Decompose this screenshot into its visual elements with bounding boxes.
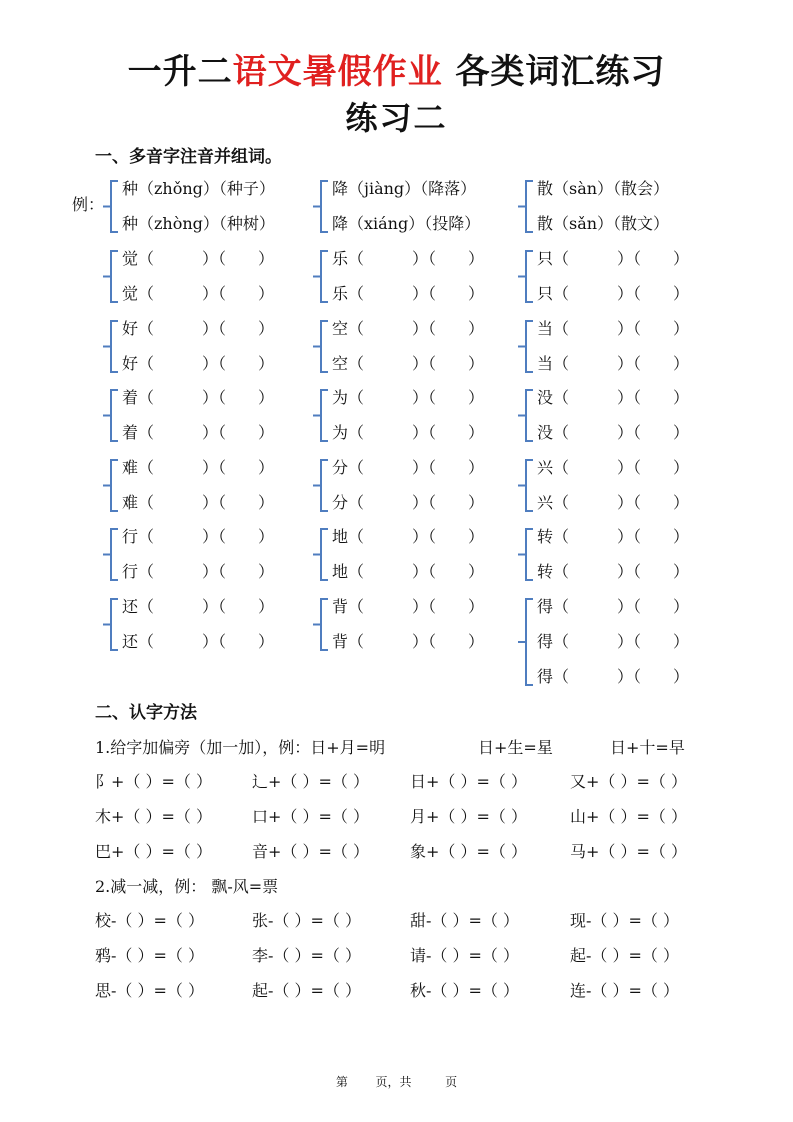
polyphone-line: 好（ ）（ ） [122,353,275,373]
q2-instruction: 2.减一减，例： 飘-风=票 [95,877,279,896]
subtract-equation: 张-（ ）=（ ） [252,911,361,930]
section1-heading: 一、多音字注音并组词。 [95,147,282,167]
subtract-equation: 李-（ ）=（ ） [252,946,361,965]
polyphone-line: 转（ ）（ ） [537,562,690,581]
section2-heading: 二、认字方法 [95,703,197,723]
polyphone-line: 空（ ）（ ） [332,353,485,373]
polyphone-line: 只（ ）（ ） [537,284,690,303]
subtract-equation: 起-（ ）=（ ） [252,981,361,1000]
subtract-equation: 起-（ ）=（ ） [570,946,679,965]
brace-icon [100,248,120,305]
polyphone-line: 得（ ）（ ） [537,666,690,686]
polyphone-line: 背（ ）（ ） [332,596,485,616]
brace-icon [310,526,330,583]
add-equation: 阝+（ ）=（ ） [95,772,212,791]
polyphone-line: 只（ ）（ ） [537,249,690,268]
subtract-equation: 鸦-（ ）=（ ） [95,946,204,965]
subtract-equation: 校-（ ）=（ ） [95,911,204,930]
brace-icon [310,457,330,514]
brace-icon [100,178,120,235]
add-equation: 巴+（ ）=（ ） [95,842,212,861]
title-part2: 语文暑假作业 [232,52,443,92]
polyphone-line: 行（ ）（ ） [122,527,275,546]
polyphone-line: 乐（ ）（ ） [332,284,485,303]
brace-icon [100,526,120,583]
subtract-equation: 连-（ ）=（ ） [570,981,679,1000]
brace-icon [515,248,535,305]
example-label: 例： [72,195,105,214]
add-equation: 口+（ ）=（ ） [252,807,369,826]
polyphone-line: 没（ ）（ ） [537,388,690,407]
brace-icon [515,526,535,583]
polyphone-line: 着（ ）（ ） [122,423,275,442]
polyphone-line: 着（ ）（ ） [122,388,275,407]
add-equation: 日+（ ）=（ ） [410,772,527,791]
polyphone-line: 降（jiàng）（降落） [332,179,477,198]
q1-example-2: 日+生=星 [478,738,553,757]
polyphone-line: 乐（ ）（ ） [332,249,485,268]
brace-icon [515,457,535,514]
add-equation: 马+（ ）=（ ） [570,842,687,861]
polyphone-line: 散（sàn）（散会） [537,179,670,198]
page-footer [0,1074,793,1090]
polyphone-line: 分（ ）（ ） [332,492,485,512]
subtract-equation: 现-（ ）=（ ） [570,911,679,930]
polyphone-line: 地（ ）（ ） [332,562,485,581]
polyphone-line: 当（ ）（ ） [537,318,690,338]
footer-page-c: 页 [445,1075,458,1089]
footer-page-a: 第 [335,1075,348,1089]
title-part1: 一升二 [127,52,233,92]
polyphone-line: 种（zhòng）（种树） [122,214,275,233]
subtract-equation: 请-（ ）=（ ） [410,946,519,965]
page-subtitle: 练习二 [345,99,448,137]
polyphone-line: 兴（ ）（ ） [537,492,690,512]
polyphone-line: 难（ ）（ ） [122,457,275,477]
title-part3: 各类词汇练习 [442,52,666,92]
polyphone-line: 背（ ）（ ） [332,631,485,651]
add-equation: 又+（ ）=（ ） [570,772,687,791]
subtract-equation: 秋-（ ）=（ ） [410,981,519,1000]
polyphone-line: 得（ ）（ ） [537,596,690,616]
polyphone-line: 难（ ）（ ） [122,492,275,512]
polyphone-line: 降（xiáng）（投降） [332,214,481,233]
brace-icon [515,387,535,444]
subtract-equation: 思-（ ）=（ ） [95,981,204,1000]
brace-icon [515,178,535,235]
brace-icon [100,596,120,653]
brace-icon [310,387,330,444]
polyphone-line: 为（ ）（ ） [332,388,485,407]
polyphone-line: 散（sǎn）（散文） [537,214,670,233]
polyphone-line: 为（ ）（ ） [332,423,485,442]
brace-icon [515,318,535,375]
polyphone-line: 空（ ）（ ） [332,318,485,338]
brace-icon [100,318,120,375]
add-equation: 月+（ ）=（ ） [410,807,527,826]
add-equation: 木+（ ）=（ ） [95,807,212,826]
brace-icon [310,248,330,305]
polyphone-line: 种（zhǒng）（种子） [122,179,275,198]
add-equation: 音+（ ）=（ ） [252,842,369,861]
brace-icon [515,596,535,688]
subtract-equation: 甜-（ ）=（ ） [410,911,519,930]
polyphone-line: 兴（ ）（ ） [537,457,690,477]
polyphone-line: 觉（ ）（ ） [122,249,275,268]
polyphone-line: 分（ ）（ ） [332,457,485,477]
brace-icon [310,596,330,653]
brace-icon [310,178,330,235]
polyphone-line: 还（ ）（ ） [122,631,275,651]
polyphone-line: 还（ ）（ ） [122,596,275,616]
add-equation: 象+（ ）=（ ） [410,842,527,861]
polyphone-line: 行（ ）（ ） [122,562,275,581]
brace-icon [100,457,120,514]
polyphone-line: 当（ ）（ ） [537,353,690,373]
polyphone-line: 觉（ ）（ ） [122,284,275,303]
brace-icon [100,387,120,444]
add-equation: 山+（ ）=（ ） [570,807,687,826]
page-title [0,48,793,96]
polyphone-line: 地（ ）（ ） [332,527,485,546]
polyphone-line: 没（ ）（ ） [537,423,690,442]
add-equation: 辶+（ ）=（ ） [252,772,369,791]
q1-example-3: 日+十=早 [610,738,685,757]
brace-icon [310,318,330,375]
polyphone-line: 得（ ）（ ） [537,631,690,651]
polyphone-line: 转（ ）（ ） [537,527,690,546]
q1-instruction: 1.给字加偏旁（加一加），例：日+月=明 [95,738,386,757]
polyphone-line: 好（ ）（ ） [122,318,275,338]
footer-page-b: 页，共 [375,1075,412,1089]
